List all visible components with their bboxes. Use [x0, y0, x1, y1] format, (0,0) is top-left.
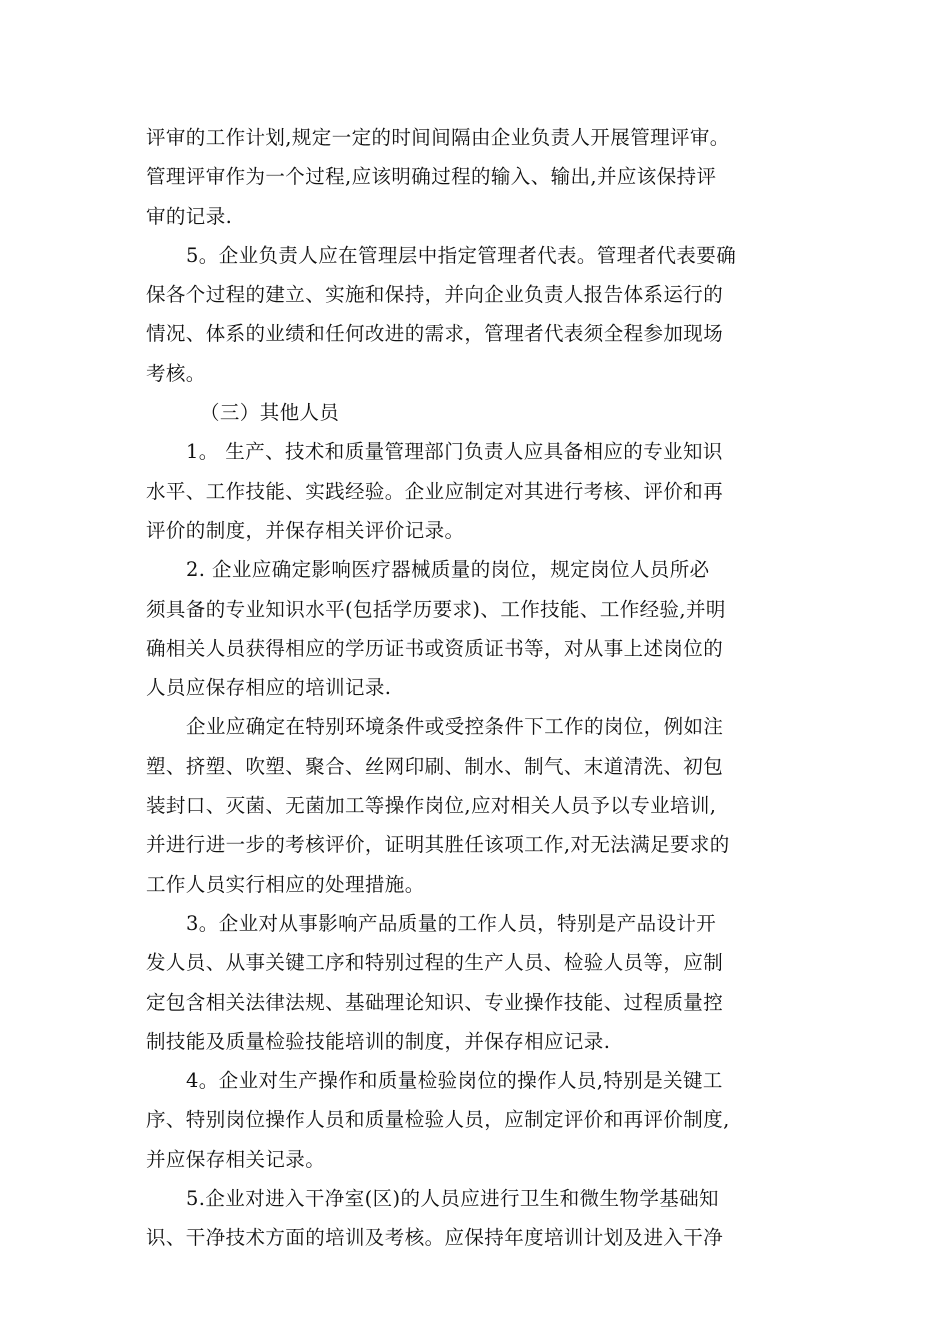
text-line: 5.企业对进入干净室(区)的人员应进行卫生和微生物学基础知 [186, 1187, 719, 1211]
section-heading: （三）其他人员 [200, 401, 340, 425]
text-line: 识、干净技术方面的培训及考核。应保持年度培训计划及进入干净 [146, 1226, 724, 1250]
text-line: 须具备的专业知识水平(包括学历要求)、工作技能、工作经验,并明 [146, 597, 726, 621]
text-line: 定包含相关法律法规、基础理论知识、专业操作技能、过程质量控 [146, 990, 724, 1014]
text-line: 管理评审作为一个过程,应该明确过程的输入、输出,并应该保持评 [146, 165, 717, 189]
text-line: 情况、体系的业绩和任何改进的需求，管理者代表须全程参加现场 [146, 322, 724, 346]
text-line: 3。企业对从事影响产品质量的工作人员，特别是产品设计开 [186, 911, 717, 935]
text-line: 发人员、从事关键工序和特别过程的生产人员、检验人员等，应制 [146, 951, 724, 975]
text-line: 4。企业对生产操作和质量检验岗位的操作人员,特别是关键工 [186, 1069, 723, 1093]
text-line: 2. 企业应确定影响医疗器械质量的岗位，规定岗位人员所必 [186, 558, 710, 582]
text-line: 评审的工作计划,规定一定的时间间隔由企业负责人开展管理评审。 [146, 126, 730, 149]
text-line: 1。 生产、技术和质量管理部门负责人应具备相应的专业知识 [186, 440, 723, 464]
text-line: 考核。 [146, 361, 206, 385]
text-line: 确相关人员获得相应的学历证书或资质证书等，对从事上述岗位的 [146, 636, 724, 660]
text-line: 塑、挤塑、吹塑、聚合、丝网印刷、制水、制气、末道清洗、初包 [146, 754, 724, 778]
text-line: 工作人员实行相应的处理措施。 [146, 872, 425, 896]
text-line: 水平、工作技能、实践经验。企业应制定对其进行考核、评价和再 [146, 479, 724, 503]
text-line: 人员应保存相应的培训记录. [146, 676, 392, 700]
text-line: 并应保存相关记录。 [146, 1147, 326, 1171]
text-line: 保各个过程的建立、实施和保持，并向企业负责人报告体系运行的 [146, 283, 724, 307]
text-line: 装封口、灭菌、无菌加工等操作岗位,应对相关人员予以专业培训, [146, 794, 717, 818]
text-line: 并进行进一步的考核评价，证明其胜任该项工作,对无法满足要求的 [146, 833, 730, 857]
text-line: 5。企业负责人应在管理层中指定管理者代表。管理者代表要确 [186, 243, 737, 267]
text-line: 企业应确定在特别环境条件或受控条件下工作的岗位，例如注 [186, 715, 724, 739]
text-line: 制技能及质量检验技能培训的制度，并保存相应记录. [146, 1029, 611, 1053]
text-line: 序、特别岗位操作人员和质量检验人员，应制定评价和再评价制度, [146, 1108, 730, 1132]
document-body [146, 118, 810, 1258]
text-line: 评价的制度，并保存相关评价记录。 [146, 518, 465, 542]
text-line: 审的记录. [146, 204, 233, 228]
